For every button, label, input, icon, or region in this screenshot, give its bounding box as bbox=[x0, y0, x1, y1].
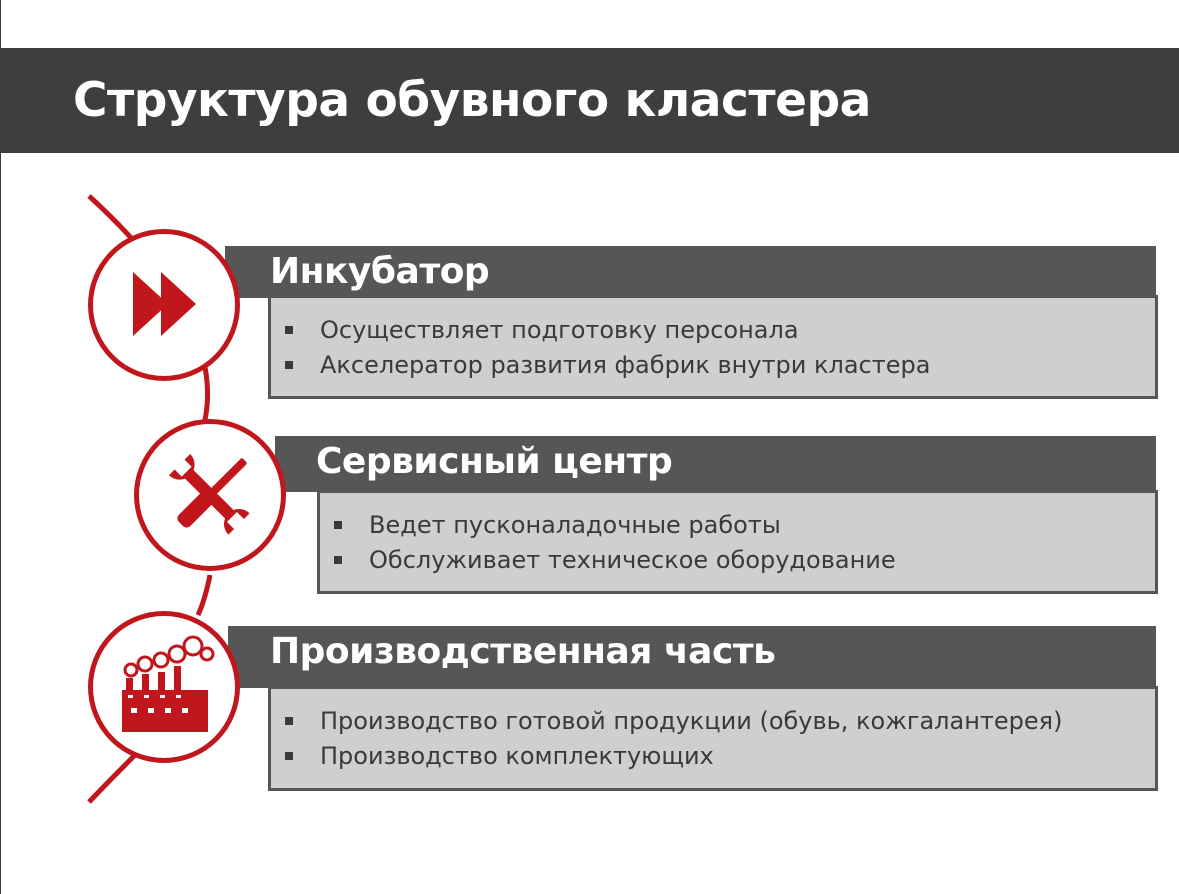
bullet-square-icon bbox=[285, 717, 293, 725]
bullet-square-icon bbox=[285, 752, 293, 760]
section-title: Инкубатор bbox=[270, 251, 490, 292]
bullet-square-icon bbox=[334, 521, 342, 529]
section-title: Производственная часть bbox=[270, 631, 776, 672]
bullet-text: Производство комплектующих bbox=[320, 742, 714, 770]
bullet-item bbox=[320, 508, 896, 543]
section-title: Сервисный центр bbox=[316, 441, 673, 482]
bullet-square-icon bbox=[334, 556, 342, 564]
bullet-item bbox=[271, 704, 1062, 739]
incubator-circle bbox=[88, 229, 240, 381]
bullet-item bbox=[271, 313, 930, 348]
bullet-square-icon bbox=[285, 361, 293, 369]
bullet-item bbox=[271, 739, 1062, 774]
factory-icon bbox=[93, 616, 235, 758]
bullet-text: Производство готовой продукции (обувь, кожгалантерея) bbox=[320, 707, 1063, 735]
bullet-text: Акселератор развития фабрик внутри кластера bbox=[320, 351, 931, 379]
bullet-square-icon bbox=[285, 326, 293, 334]
bullet-text: Осуществляет подготовку персонала bbox=[320, 316, 799, 344]
production-circle bbox=[88, 611, 240, 763]
fast-forward-icon bbox=[93, 234, 235, 376]
bullet-item bbox=[320, 543, 896, 578]
bullet-list bbox=[320, 508, 896, 578]
slide-title: Структура обувного кластера bbox=[73, 73, 871, 128]
bullet-list bbox=[271, 313, 930, 383]
bullet-text: Ведет пусконаладочные работы bbox=[369, 511, 781, 539]
bullet-list bbox=[271, 704, 1062, 774]
service-center-circle bbox=[134, 419, 286, 571]
bullet-item bbox=[271, 348, 930, 383]
wrench-screwdriver-icon bbox=[139, 424, 281, 566]
bullet-text: Обслуживает техническое оборудование bbox=[369, 546, 896, 574]
